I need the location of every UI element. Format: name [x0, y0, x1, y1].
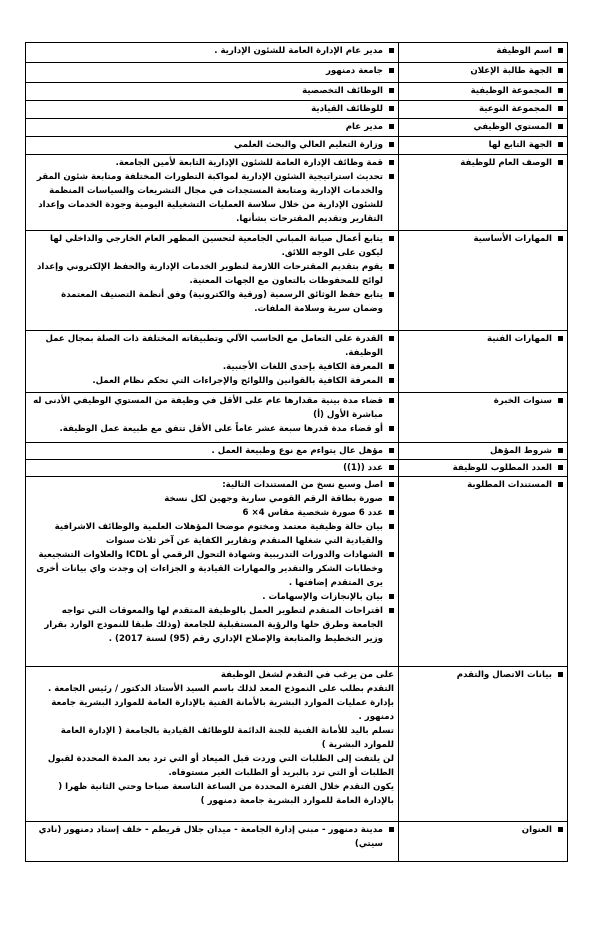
bullet-icon [389, 68, 394, 73]
row-value-cell [26, 101, 399, 119]
value-text: بيان بالإنجازات والإسهامات . [262, 592, 383, 602]
table-row [26, 83, 568, 101]
table-row [26, 822, 568, 862]
value-item [30, 138, 394, 152]
table-row [26, 443, 568, 460]
value-text: اقتراحات المتقدم لتطوير العمل بالوظيفة المتقدم لها والمعوقات التي تواجه الجامعة وطرق حلها والرؤية المستقبلية للجامعة (وذلك طبقا للنموذج الوارد بقرار وزير التخطيط والمتابعة والإصلاح الإداري رقم (95) لسنة 2017) . [44, 606, 383, 644]
row-value-cell [26, 667, 399, 822]
bullet-icon [558, 142, 563, 147]
value-item [30, 64, 394, 78]
row-label-cell [399, 667, 568, 822]
row-value-cell [26, 63, 399, 83]
row-label: بيانات الاتصال والتقدم [456, 670, 552, 680]
row-value-cell [26, 331, 399, 393]
table-row [26, 393, 568, 443]
contact-paragraph: لن يلتفت إلى الطلبات التي وردت قبل الميعاد أو التي ترد بعد المدة المحددة لقبول الطلبات أو التي ترد بالبريد أو الطلبات الغير مستوفاه. [47, 754, 394, 778]
bullet-icon [558, 398, 563, 403]
bullet-icon [389, 448, 394, 453]
value-item [30, 492, 394, 506]
value-text: اصل وسبع نسخ من المستندات التالية: [222, 480, 383, 490]
row-label-cell [399, 119, 568, 137]
value-item [30, 360, 394, 374]
bullet-icon [558, 68, 563, 73]
row-label-cell [399, 477, 568, 667]
row-label: المجموعة الوظيفية [470, 86, 552, 96]
bullet-icon [389, 142, 394, 147]
value-item [30, 520, 394, 548]
row-label-cell [399, 63, 568, 83]
value-item [30, 44, 394, 58]
value-text: مدير عام الإدارة العامة للشئون الإدارية . [214, 46, 383, 56]
table-row [26, 460, 568, 477]
value-text: يقوم بتقديم المقترحات اللازمة لتطوير الخدمات الإدارية والحفظ الإلكتروني وإعداد لوائح للمحفوظات بالتعاون مع الجهات المعنية. [36, 262, 383, 286]
row-label: الوصف العام للوظيفة [460, 158, 552, 168]
bullet-icon [389, 496, 394, 501]
value-text: مدينة دمنهور - مبني إدارة الجامعة - ميدان جلال قريطم - خلف إستاد دمنهور (نادي سيتي) [38, 825, 383, 849]
row-label: الجهة التابع لها [488, 140, 552, 150]
bullet-icon [389, 398, 394, 403]
bullet-icon [558, 124, 563, 129]
value-text: يتابع حفظ الوثائق الرسمية (ورقية والكترونية) وفق أنظمة التصنيف المعتمدة وضمان سرية وسلامة الملفات. [61, 290, 383, 314]
row-value-cell [26, 83, 399, 101]
value-text: تحديث استراتيجية الشئون الإدارية لمواكبة التطورات المختلفة ومتابعة شئون المقر والخدمات الإدارية ومتابعة المستجدات في مجال التشريعات والسياسات المنظمة للشئون الإدارية من خلال سلاسة العمليات التشغيلية اليومية وجودة الخدمات وإعداد التقارير وتقديم المقترحات بشأنها. [36, 172, 383, 224]
bullet-icon [558, 160, 563, 165]
bullet-icon [389, 292, 394, 297]
row-value-cell [26, 477, 399, 667]
bullet-icon [389, 594, 394, 599]
bullet-icon [389, 510, 394, 515]
table-row [26, 231, 568, 331]
value-text: وزارة التعليم العالي والبحث العلمي [234, 140, 383, 150]
value-item [30, 170, 394, 226]
table-row [26, 331, 568, 393]
row-value-cell [26, 822, 399, 862]
row-label: العدد المطلوب للوظيفة [452, 463, 552, 473]
bullet-icon [558, 48, 563, 53]
bullet-icon [389, 336, 394, 341]
row-label-cell [399, 393, 568, 443]
row-label-cell [399, 83, 568, 101]
table-row [26, 137, 568, 155]
row-label-cell [399, 331, 568, 393]
bullet-icon [389, 48, 394, 53]
value-item [30, 590, 394, 604]
table-row [26, 101, 568, 119]
value-item [30, 232, 394, 260]
table-row [26, 43, 568, 63]
row-label-cell [399, 443, 568, 460]
value-item [30, 422, 394, 436]
table-row [26, 155, 568, 231]
value-item [30, 260, 394, 288]
row-label: المجموعة النوعية [478, 104, 552, 114]
bullet-icon [389, 608, 394, 613]
job-details-table [25, 42, 568, 862]
contact-paragraph: تسلم باليد للأمانة الفنية للجنة الدائمة للوظائف القيادية بالجامعة ( الإدارة العامة للموارد البشرية ) [60, 726, 394, 750]
bullet-icon [389, 524, 394, 529]
row-label: اسم الوظيفة [496, 46, 552, 56]
bullet-icon [389, 174, 394, 179]
table-row [26, 667, 568, 822]
row-label-cell [399, 43, 568, 63]
value-item [30, 548, 394, 590]
bullet-icon [389, 364, 394, 369]
row-label-cell [399, 137, 568, 155]
row-value-cell [26, 155, 399, 231]
value-item [30, 374, 394, 388]
row-label: سنوات الخبرة [493, 396, 552, 406]
value-text: عدد 6 صورة شخصية مقاس 4× 6 [242, 508, 383, 518]
value-item [30, 102, 394, 116]
value-text: مؤهل عال يتواءم مع نوع وطبيعة العمل . [211, 446, 383, 456]
contact-paragraph: التقدم بطلب على النموذج المعد لذلك باسم السيد الأستاذ الدكتور / رئيس الجامعة . بإدارة عمليات الموارد البشرية بالأمانة الفنية بالإدارة العامة للموارد البشرية جامعة دمنهور . [47, 684, 394, 722]
bullet-icon [389, 124, 394, 129]
row-label-cell [399, 460, 568, 477]
bullet-icon [558, 482, 563, 487]
bullet-icon [558, 672, 563, 677]
bullet-icon [389, 465, 394, 470]
row-value-cell [26, 119, 399, 137]
value-item [30, 506, 394, 520]
value-item [30, 444, 394, 458]
value-item [30, 332, 394, 360]
row-label-cell [399, 155, 568, 231]
value-text: يتابع أعمال صيانة المباني الجامعية لتحسين المظهر العام الخارجي والداخلي لها ليكون على الوجه اللائق. [50, 234, 383, 258]
value-text: عدد ((1)) [343, 463, 383, 473]
bullet-icon [558, 827, 563, 832]
value-text: المعرفة الكافية بإحدى اللغات الأجنبية. [222, 362, 383, 372]
row-label-cell [399, 101, 568, 119]
table-row [26, 119, 568, 137]
row-value-cell [26, 393, 399, 443]
row-label: المستندات المطلوبة [467, 480, 552, 490]
value-item [30, 478, 394, 492]
value-item [30, 461, 394, 475]
table-row [26, 477, 568, 667]
value-text: بيان حالة وظيفية معتمد ومختوم موضحا المؤهلات العلمية والوظائف الاشرافية والقيادية التي شغلها المتقدم وتقارير الكفاية عن آخر ثلاث سنوات [54, 522, 383, 546]
row-label: المستوي الوظيفي [473, 122, 552, 132]
value-text: مدير عام [345, 122, 383, 132]
row-value-cell [26, 43, 399, 63]
value-text: قضاء مدة بينية مقدارها عام على الأقل في وظيفة من المستوي الوظيفي الأدنى له مباشرة الأول (أ) [33, 396, 383, 420]
row-label: العنوان [521, 825, 552, 835]
bullet-icon [389, 426, 394, 431]
value-item [30, 394, 394, 422]
value-text: القدرة على التعامل مع الحاسب الآلي وتطبيقاته المختلفة ذات الصلة بمجال عمل الوظيفة. [45, 334, 383, 358]
bullet-icon [558, 106, 563, 111]
row-value-cell [26, 231, 399, 331]
value-item [30, 156, 394, 170]
contact-paragraph: يكون التقدم خلال الفترة المحددة من الساعة التاسعة صباحا وحتي الثانية ظهرا ( بالإدارة العامة للموارد البشرية جامعة دمنهور ) [58, 782, 394, 806]
bullet-icon [558, 236, 563, 241]
value-item [30, 604, 394, 646]
row-label-cell [399, 822, 568, 862]
bullet-icon [389, 827, 394, 832]
value-text: أو قضاء مدة قدرها سبعة عشر عاماً على الأقل تتفق مع طبيعة عمل الوظيفة. [59, 424, 383, 434]
row-label: المهارات الفنية [487, 334, 552, 344]
value-text: المعرفة الكافية بالقوانين واللوائح والإجراءات التي تحكم نظام العمل. [92, 376, 383, 386]
row-value-cell [26, 137, 399, 155]
table-row [26, 63, 568, 83]
value-item [30, 823, 394, 851]
bullet-icon [558, 336, 563, 341]
bullet-icon [389, 552, 394, 557]
row-label: الجهة طالبة الإعلان [470, 66, 552, 76]
bullet-icon [558, 88, 563, 93]
bullet-icon [389, 160, 394, 165]
value-item [30, 120, 394, 134]
value-text: الوظائف التخصصية [302, 86, 383, 96]
value-item [30, 84, 394, 98]
bullet-icon [389, 378, 394, 383]
bullet-icon [389, 106, 394, 111]
row-label: شروط المؤهل [489, 446, 552, 456]
contact-paragraph: على من يرغب في التقدم لشغل الوظيفة [220, 670, 394, 680]
value-text: جامعة دمنهور [325, 66, 383, 76]
value-text: صورة بطاقة الرقم القومي سارية وجهين لكل نسخة [164, 494, 383, 504]
row-value-cell [26, 460, 399, 477]
row-value-cell [26, 443, 399, 460]
value-item [30, 288, 394, 316]
row-label: المهارات الأساسية [473, 234, 552, 244]
bullet-icon [389, 264, 394, 269]
bullet-icon [389, 236, 394, 241]
value-text: الشهادات والدورات التدريبية وشهادة التحول الرقمي أو ICDL والعلاوات التشجيعية وخطابات الشكر والتقدير والمهارات القيادية و الجزاءات إن وجدت واي بيانات أخرى يرى المتقدم إضافتها . [36, 550, 383, 588]
value-text: للوظائف القيادية [311, 104, 383, 114]
bullet-icon [389, 482, 394, 487]
value-text: قمة وظائف الإدارة العامة للشئون الإدارية التابعة لأمين الجامعة. [115, 158, 383, 168]
row-label-cell [399, 231, 568, 331]
bullet-icon [558, 448, 563, 453]
bullet-icon [389, 88, 394, 93]
bullet-icon [558, 465, 563, 470]
